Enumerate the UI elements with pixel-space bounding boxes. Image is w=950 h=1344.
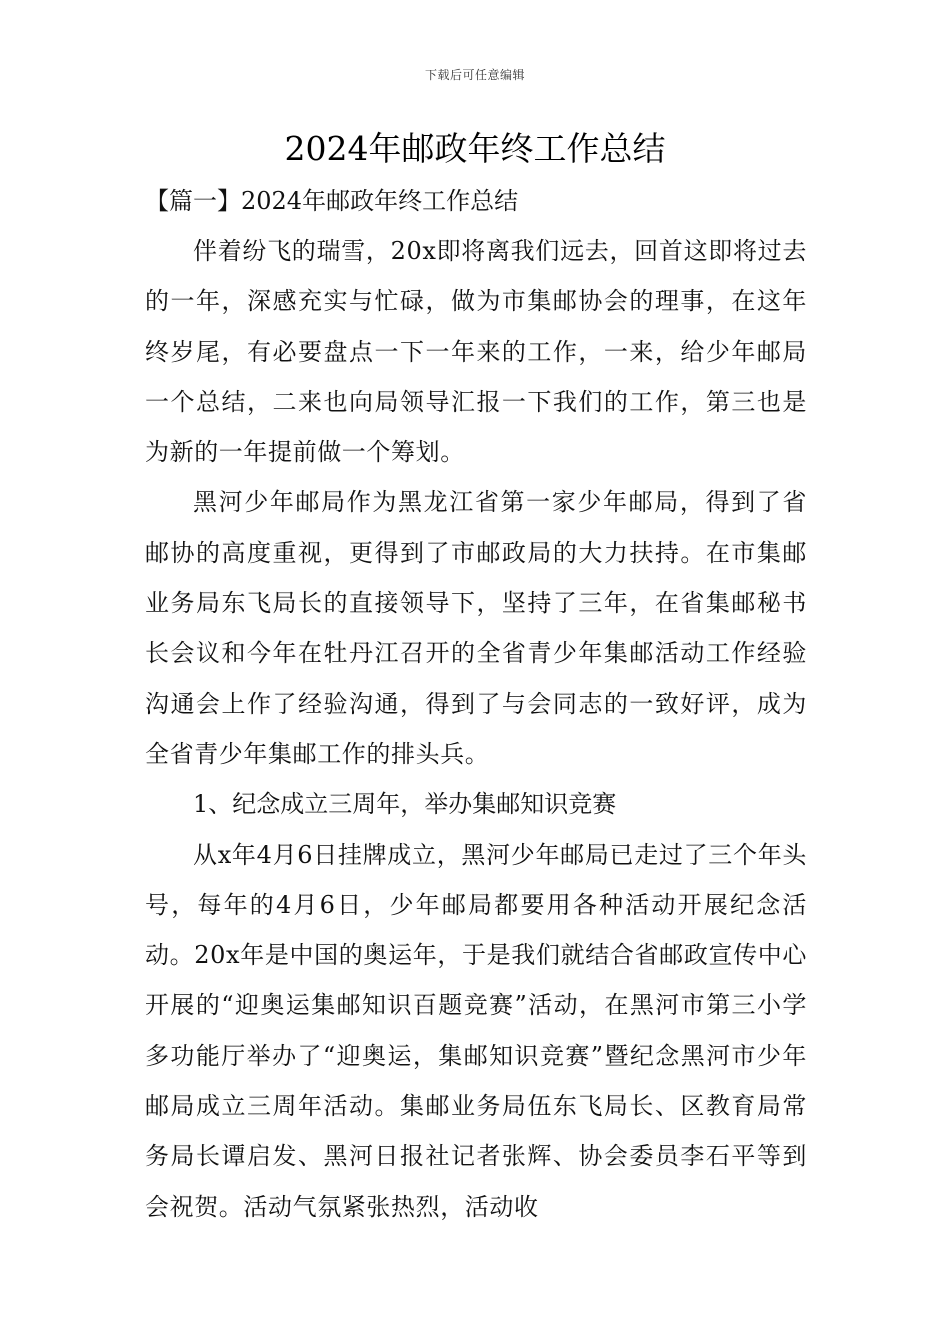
- list-heading-1: 1、纪念成立三周年，举办集邮知识竞赛: [193, 790, 617, 819]
- header-note: 下载后可任意编辑: [424, 68, 525, 82]
- document-title: 2024年邮政年终工作总结: [284, 129, 666, 168]
- paragraph-youth-post-office: 黑河少年邮局作为黑龙江省第一家少年邮局，得到了省邮协的高度重视，更得到了市邮政局的大力扶持。在市集邮业务局东飞局长的直接领导下，坚持了三年，在省集邮秘书长会议和今年在牡丹江召开的全省青少年集邮活动工作经验沟通会上作了经验沟通，得到了与会同志的一致好评，成为全省青少年集邮工作的排头兵。: [145, 488, 807, 768]
- paragraph-intro: 伴着纷飞的瑞雪，20x即将离我们远去，回首这即将过去的一年，深感充实与忙碌，做为市集邮协会的理事，在这年终岁尾，有必要盘点一下一年来的工作，一来，给少年邮局一个总结，二来也向局领导汇报一下我们的工作，第三也是为新的一年提前做一个筹划。: [145, 237, 807, 467]
- document-body: [145, 176, 807, 1232]
- section-heading: 【篇一】2024年邮政年终工作总结: [145, 187, 519, 215]
- paragraph-anniversary: 从x年4月6日挂牌成立，黑河少年邮局已走过了三个年头号，每年的4月6日，少年邮局都要用各种活动开展纪念活动。20x年是中国的奥运年，于是我们就结合省邮政宣传中心开展的“迎奥运集邮知识百题竞赛”活动，在黑河市第三小学多功能厅举办了“迎奥运，集邮知识竞赛”暨纪念黑河市少年邮局成立三周年活动。集邮业务局伍东飞局长、区教育局常务局长谭启发、黑河日报社记者张辉、协会委员李石平等到会祝贺。活动气氛紧张热烈，活动收: [145, 840, 807, 1221]
